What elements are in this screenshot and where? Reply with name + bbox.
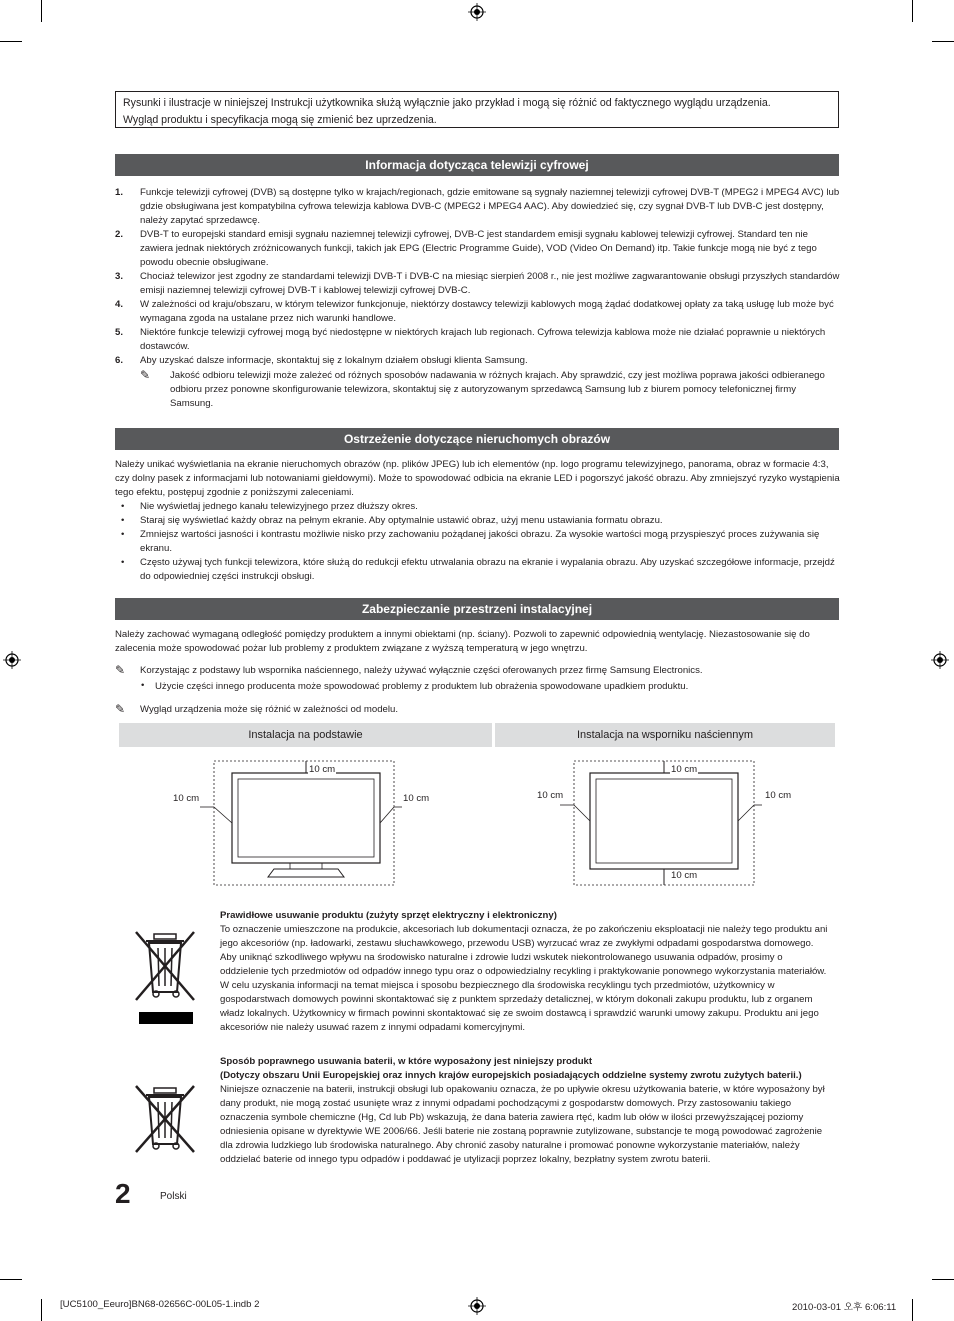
- battery-disposal-block: [220, 1055, 832, 1167]
- list-item: • Często używaj tych funkcji telewizora, które służą do redukcji efektu utrwalania obrazu na ekranie i wypalania obrazu. Aby uzyskać szczegółowe informacje, przejdź do odpowiedniej części instrukcji obsługi.: [121, 557, 835, 582]
- page-number: 2: [115, 1178, 131, 1209]
- list-item: 4. W zależności od kraju/obszaru, w którym telewizor funkcjonuje, niektórzy dostawcy telewizji kablowych mogą żądać dodatkowej opłaty za taką usługę lub może być wymagana zgoda na ustalane przez nich warunki handlowe.: [115, 299, 834, 324]
- installation-memo-1: Korzystając z podstawy lub wspornika naściennego, należy używać wyłącznie części oferowanych przez firmę Samsung Electronics.: [140, 665, 703, 676]
- distance-right-label: 10 cm: [403, 793, 430, 804]
- list-item: 1. Funkcje telewizji cyfrowej (DVB) są dostępne tylko w krajach/regionach, gdzie emitowane są sygnały naziemnej telewizji cyfrowej DVB-T (MPEG2 i MPEG4 AVC) lub gdzie obsługiwana jest kompatybilna cyfrowa telewizja kablowa DVB-C (MPEG2 i MPEG4 AAC). Aby dowiedzieć się, czy sygnał DVB-T lub DVB-C jest dostępny, należy zapytać sprzedawcę.: [115, 187, 840, 226]
- registration-mark-icon: [468, 3, 486, 21]
- list-item: 3. Chociaż telewizor jest zgodny ze standardami telewizji DVB-T i DVB-C na miesiąc sierpień 2008 r., nie jest możliwe zagwarantowanie obsługi przyszłych standardów emisji naziemnej telewizji cyfrowej DVB-T i kablowej telewizji cyfrowej DVB-C.: [115, 271, 840, 296]
- notice-line-2: Wygląd produktu i specyfikacja mogą się zmienić bez uprzedzenia.: [123, 114, 437, 126]
- wall-installation-header: Instalacja na wsporniku naściennym: [495, 723, 835, 747]
- wall-installation-diagram: [530, 755, 800, 890]
- list-item: • Zmniejsz wartości jasności i kontrastu możliwie nisko przy zachowaniu pożądanej jakości obrazu. Za wysokie wartości mogą przyspieszyć proces zużywania się ekranu.: [121, 529, 820, 554]
- list-item: 6. Aby uzyskać dalsze informacje, skontaktuj się z lokalnym działem obsługi klienta Samsung.: [115, 355, 528, 366]
- still-images-intro: Należy unikać wyświetlania na ekranie nieruchomych obrazów (np. plików JPEG) lub ich elementów (np. logo programu telewizyjnego, panorama, obraz w formacie 4:3, czy dolny pasek z informacjami lub notowaniami giełdowymi). Może to spowodować odbicia na ekranie LED i pogorszyć jakość obrazu. Aby zmniejszyć ryzyko wystąpienia tego efektu, postępuj zgodnie z poniższymi zaleceniami.: [115, 459, 840, 498]
- print-footer-file: [UC5100_Eeuro]BN68-02656C-00L05-1.indb 2: [60, 1299, 260, 1310]
- registration-mark-icon: [3, 651, 21, 669]
- weee-title: Prawidłowe usuwanie produktu (zużyty sprzęt elektryczny i elektroniczny): [220, 910, 557, 921]
- memo-pencil-icon: ✎: [140, 368, 151, 382]
- distance-top-label: 10 cm: [671, 764, 698, 775]
- section-header-installation-space: Zabezpieczanie przestrzeni instalacyjnej: [115, 598, 839, 620]
- list-item: • Nie wyświetlaj jednego kanału telewizyjnego przez dłuższy okres.: [121, 501, 418, 512]
- memo-pencil-icon: ✎: [115, 702, 126, 716]
- notice-line-1: Rysunki i ilustracje w niniejszej Instrukcji użytkownika służą wyłącznie jako przykład i mogą się różnić od faktycznego wyglądu urządzenia.: [123, 97, 771, 109]
- stand-installation-header: Instalacja na podstawie: [119, 723, 492, 747]
- digital-tv-memo: Jakość odbioru telewizji może zależeć od różnych sposobów nadawania w różnych krajach. Aby sprawdzić, czy jest możliwa poprawa jakości odbieranego odbioru przez ponowne skonfigurowanie telewizora, skontaktuj się z autoryzowanym sprzedawcą Samsung lub z biurem pomocy telefonicznej firmy Samsung.: [170, 370, 825, 409]
- registration-mark-icon: [468, 1297, 486, 1315]
- notice-box: [115, 91, 839, 128]
- memo-pencil-icon: ✎: [115, 663, 126, 677]
- distance-top-label: 10 cm: [309, 764, 336, 775]
- still-images-bullets: [115, 500, 841, 584]
- registration-mark-icon: [931, 651, 949, 669]
- list-item: • Staraj się wyświetlać każdy obraz na pełnym ekranie. Aby optymalnie ustawić obraz, użyj menu ustawiania formatu obrazu.: [121, 515, 663, 526]
- distance-right-label: 10 cm: [765, 790, 792, 801]
- crossed-out-bin-icon: [132, 928, 198, 1026]
- page-language: Polski: [160, 1191, 187, 1202]
- battery-title: Sposób poprawnego usuwania baterii, w które wyposażony jest niniejszy produkt: [220, 1056, 593, 1067]
- installation-intro: Należy zachować wymaganą odległość pomiędzy produktem a innymi obiektami (np. ściany). Pozwoli to zapewnić odpowiednią wentylację. Niezastosowanie się do zalecenia może spowodować pożar lub problemy z produktem związane z wyższą temperaturą w jego wnętrzu.: [115, 629, 810, 654]
- distance-left-label: 10 cm: [173, 793, 200, 804]
- list-item: 5. Niektóre funkcje telewizji cyfrowej mogą być niedostępne w niektórych krajach lub regionach. Cyfrowa telewizja kablowa może nie działać poprawnie u niektórych dostawców.: [115, 327, 826, 352]
- distance-left-label: 10 cm: [537, 790, 564, 801]
- battery-text: Niniejsze oznaczenie na baterii, instrukcji obsługi lub opakowaniu oznacza, że po upływie okresu użytkowania baterie, w które wyposażony był dany produkt, nie mogą zostać usunięte wraz z innymi odpadami pochodzącymi z gospodarstw domowych. Przy zastosowaniu takiego oznaczenia symbole chemiczne (Hg, Cd lub Pb) wskazują, że dana bateria zawiera rtęć, kadm lub ołów w ilości przewyższającej poziomy odniesienia opisane w dyrektywie WE 2006/66. Jeśli baterie nie zostaną poprawnie zutylizowane, substancje te mogą powodować zagrożenie dla zdrowia ludzkiego lub środowiska naturalnego. Aby chronić zasoby naturalne i promować ponowne wykorzystanie materiałów, należy oddzielać baterie od innego typu odpadów i poddawać je utylizacji poprzez lokalny, bezpłatny system zwrotu baterii.: [220, 1084, 825, 1165]
- section-header-digital-tv: Informacja dotycząca telewizji cyfrowej: [115, 154, 839, 176]
- section-header-still-images: Ostrzeżenie dotyczące nieruchomych obrazów: [115, 428, 839, 450]
- weee-disposal-block: [220, 909, 832, 1035]
- crossed-out-battery-bin-icon: [132, 1082, 198, 1154]
- digital-tv-list: [115, 186, 841, 368]
- installation-memo-bullet: Użycie części innego producenta może spowodować problemy z produktem lub obrażenia spowodowane upadkiem produktu.: [155, 681, 689, 692]
- distance-bottom-label: 10 cm: [671, 870, 698, 881]
- installation-memo-2: Wygląd urządzenia może się różnić w zależności od modelu.: [140, 704, 399, 715]
- print-footer-date: 2010-03-01 오후 6:06:11: [792, 1302, 897, 1313]
- weee-text: To oznaczenie umieszczone na produkcie, akcesoriach lub dokumentacji oznacza, że po zakończeniu eksploatacji nie należy tego produktu ani jego akcesoriów (np. ładowarki, zestawu słuchawkowego, przewodu USB) wyrzucać wraz ze zwykłymi odpadami gospodarstwa domowego. Aby uniknąć szkodliwego wpływu na środowisko naturalne i zdrowie ludzi wskutek niekontrolowanego usuwania odpadów, prosimy o oddzielenie tych przedmiotów od odpadów innego typu oraz o odpowiedzialny recykling i praktykowanie ponownego wykorzystania materiałów. W celu uzyskania informacji na temat miejsca i sposobu bezpiecznego dla środowiska recyklingu tych przedmiotów, użytkownicy w gospodarstwach domowych powinni skontaktować się z punktem sprzedaży detalicznej, w którym dokonali zakupu produktu, lub z organem władz lokalnych. Użytkownicy w firmach powinni skontaktować się ze swoim dostawcą i sprawdzić warunki umowy zakupu. Produktu ani jego akcesoriów nie należy usuwać razem z innymi odpadami komercyjnymi.: [220, 924, 828, 1033]
- battery-subtitle: (Dotyczy obszaru Unii Europejskiej oraz innych krajów europejskich posiadających oddzielne systemy zwrotu zużytych baterii.): [220, 1070, 802, 1081]
- list-item: 2. DVB-T to europejski standard emisji sygnału naziemnej telewizji cyfrowej, DVB-C jest standardem emisji sygnału kablowej telewizji cyfrowej. Standard ten nie zawiera jednak niektórych zróżnicowanych funkcji, takich jak EPG (Electric Programme Guide), VOD (Video On Demand) itp. Takie funkcje mogą nie być z tego powodu obecnie obsługiwane.: [115, 229, 817, 268]
